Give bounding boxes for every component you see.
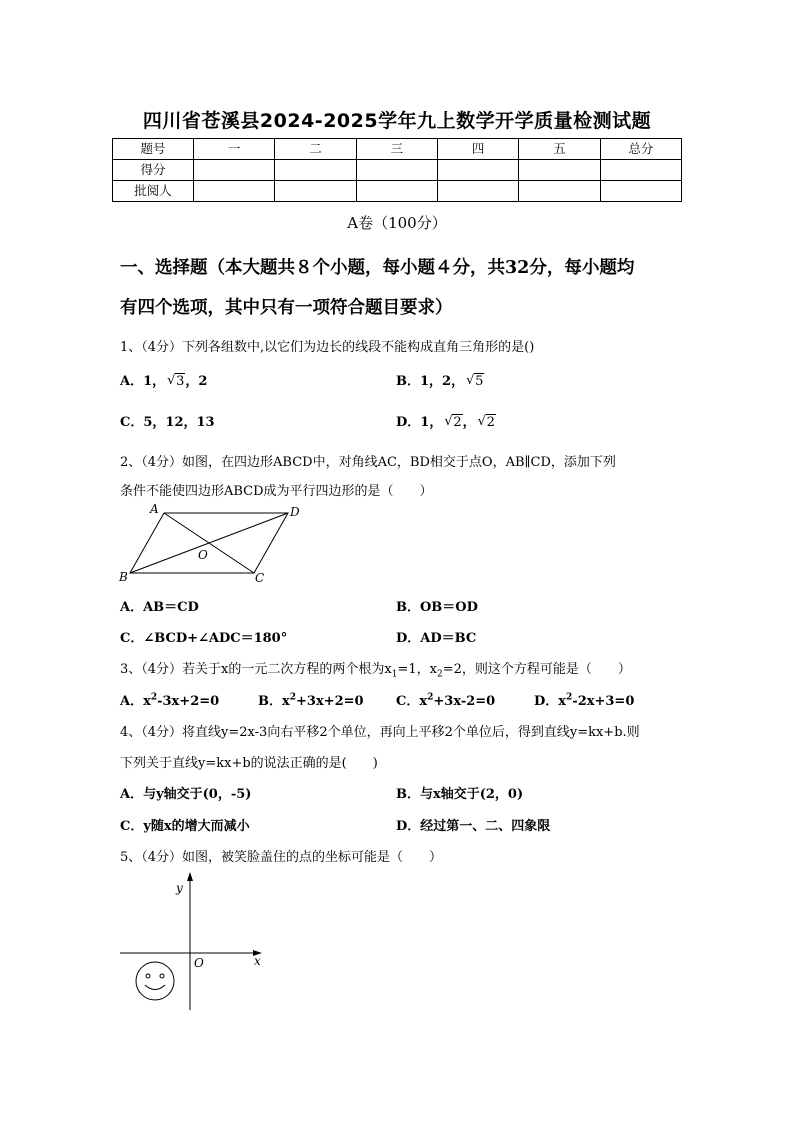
table-row	[113, 160, 682, 181]
q1-b-rad: 5	[475, 374, 484, 389]
sqrt-icon	[444, 415, 462, 430]
q5-stem: 5、（4分）如图，被笑脸盖住的点的坐标可能是（ ）	[120, 850, 443, 865]
table-cell: 三	[356, 139, 437, 160]
label-c: C	[255, 571, 265, 585]
sqrt-icon	[478, 415, 496, 430]
q2-option-d[interactable]: D．AD＝BC	[396, 631, 477, 646]
q1-stem: 1、（4分）下列各组数中,以它们为边长的线段不能构成直角三角形的是()	[120, 340, 535, 355]
smiley-face-icon	[136, 962, 174, 1000]
score-table	[112, 138, 682, 202]
diagonal-bd	[130, 513, 288, 573]
q4-option-c[interactable]: C．y随x的增大而减小	[120, 819, 250, 834]
score-cell[interactable]	[356, 160, 437, 181]
score-cell[interactable]	[519, 181, 600, 202]
q5-coordinate-figure	[112, 868, 282, 1014]
q3-c-sup: 2	[427, 692, 434, 703]
origin-label: O	[194, 956, 204, 970]
table-cell: 五	[519, 139, 600, 160]
axis-y-label: y	[176, 881, 183, 895]
q3-b-pre: B．x	[258, 694, 290, 709]
q3-b-sup: 2	[289, 692, 297, 703]
label-b: B	[119, 570, 128, 584]
q4-option-b[interactable]: B．与x轴交于(2，0)	[396, 787, 524, 802]
score-cell[interactable]	[437, 160, 518, 181]
q1-d-sep: ，	[462, 415, 476, 430]
q3-a-pre: A．x	[120, 694, 151, 709]
q3-d-pre: D．x	[534, 694, 567, 709]
page-title: 四川省苍溪县2024-2025学年九上数学开学质量检测试题	[142, 110, 652, 132]
q1-option-b[interactable]	[396, 370, 484, 389]
q1-option-d[interactable]	[396, 411, 496, 430]
q3-a-post: -3x+2=0	[157, 694, 220, 709]
score-cell[interactable]	[356, 181, 437, 202]
q3-stem-post: =2，则这个方程可能是（ ）	[442, 662, 631, 677]
q4-stem-line2: 下列关于直线y=kx+b的说法正确的是( )	[120, 756, 378, 771]
q3-d-post: -2x+3=0	[572, 694, 635, 709]
q3-option-b[interactable]	[258, 690, 364, 709]
q1-b-pre: B．1，2，	[396, 374, 465, 389]
q1-option-a[interactable]	[120, 370, 207, 389]
q1-a-post: ，2	[185, 374, 208, 389]
q1-option-c[interactable]: C．5，12，13	[120, 415, 215, 430]
q3-c-post: +3x-2=0	[433, 694, 496, 709]
table-cell: 二	[275, 139, 356, 160]
q3-stem-mid: =1，x	[397, 662, 437, 677]
table-row	[113, 181, 682, 202]
q3-b-post: +3x+2=0	[296, 694, 364, 709]
score-cell[interactable]	[600, 160, 681, 181]
table-cell: 总分	[600, 139, 681, 160]
q1-d-rad1: 2	[453, 415, 462, 430]
score-cell[interactable]	[437, 181, 518, 202]
q3-sub1: 1	[391, 669, 398, 680]
q2-parallelogram-figure	[112, 500, 322, 590]
q3-c-pre: C．x	[396, 694, 428, 709]
score-cell[interactable]	[194, 160, 275, 181]
q2-option-b[interactable]: B．OB＝OD	[396, 600, 478, 615]
axis-x-label: x	[254, 954, 261, 968]
q3-option-c[interactable]	[396, 690, 495, 709]
q3-option-a[interactable]	[120, 690, 219, 709]
q2-option-a[interactable]: A．AB＝CD	[120, 600, 199, 615]
table-cell: 题号	[113, 139, 194, 160]
y-axis-arrow-icon	[187, 872, 193, 881]
score-cell[interactable]	[600, 181, 681, 202]
q4-option-a[interactable]: A．与y轴交于(0，-5)	[120, 787, 252, 802]
q4-stem-line1: 4、（4分）将直线y=2x-3向右平移2个单位，再向上平移2个单位后，得到直线y=kx+b.则	[120, 725, 640, 740]
q1-a-rad: 3	[176, 374, 185, 389]
section1-line1: 一、选择题（本大题共８个小题，每小题４分，共32分，每小题均	[120, 258, 635, 278]
table-row	[113, 139, 682, 160]
q3-option-d[interactable]	[534, 690, 634, 709]
sqrt-icon	[466, 374, 484, 389]
table-cell: 批阅人	[113, 181, 194, 202]
q2-stem-line2: 条件不能使四边形ABCD成为平行四边形的是（ ）	[120, 484, 433, 499]
q1-d-pre: D．1，	[396, 415, 443, 430]
label-d: D	[290, 505, 300, 519]
q4-option-d[interactable]: D．经过第一、二、四象限	[396, 819, 551, 834]
score-cell[interactable]	[194, 181, 275, 202]
q2-stem-line1: 2、（4分）如图，在四边形ABCD中，对角线AC，BD相交于点O，AB∥CD，添加下列	[120, 455, 616, 470]
q1-d-rad2: 2	[486, 415, 495, 430]
table-cell: 四	[437, 139, 518, 160]
label-o: O	[198, 548, 208, 562]
q3-a-sup: 2	[150, 692, 158, 703]
q1-a-pre: A．1，	[120, 374, 166, 389]
score-cell[interactable]	[519, 160, 600, 181]
sqrt-icon	[167, 374, 185, 389]
score-cell[interactable]	[275, 160, 356, 181]
table-cell: 一	[194, 139, 275, 160]
q3-stem	[120, 658, 631, 680]
q3-stem-pre: 3、（4分）若关于x的一元二次方程的两个根为x	[120, 662, 392, 677]
table-cell: 得分	[113, 160, 194, 181]
q3-sub2: 2	[436, 669, 443, 680]
section-a-heading: A卷（100分）	[347, 214, 447, 232]
q3-d-sup: 2	[566, 692, 573, 703]
score-cell[interactable]	[275, 181, 356, 202]
section1-line2: 有四个选项，其中只有一项符合题目要求）	[120, 298, 453, 318]
label-a: A	[150, 502, 159, 516]
q2-option-c[interactable]: C．∠BCD+∠ADC＝180°	[120, 631, 288, 646]
